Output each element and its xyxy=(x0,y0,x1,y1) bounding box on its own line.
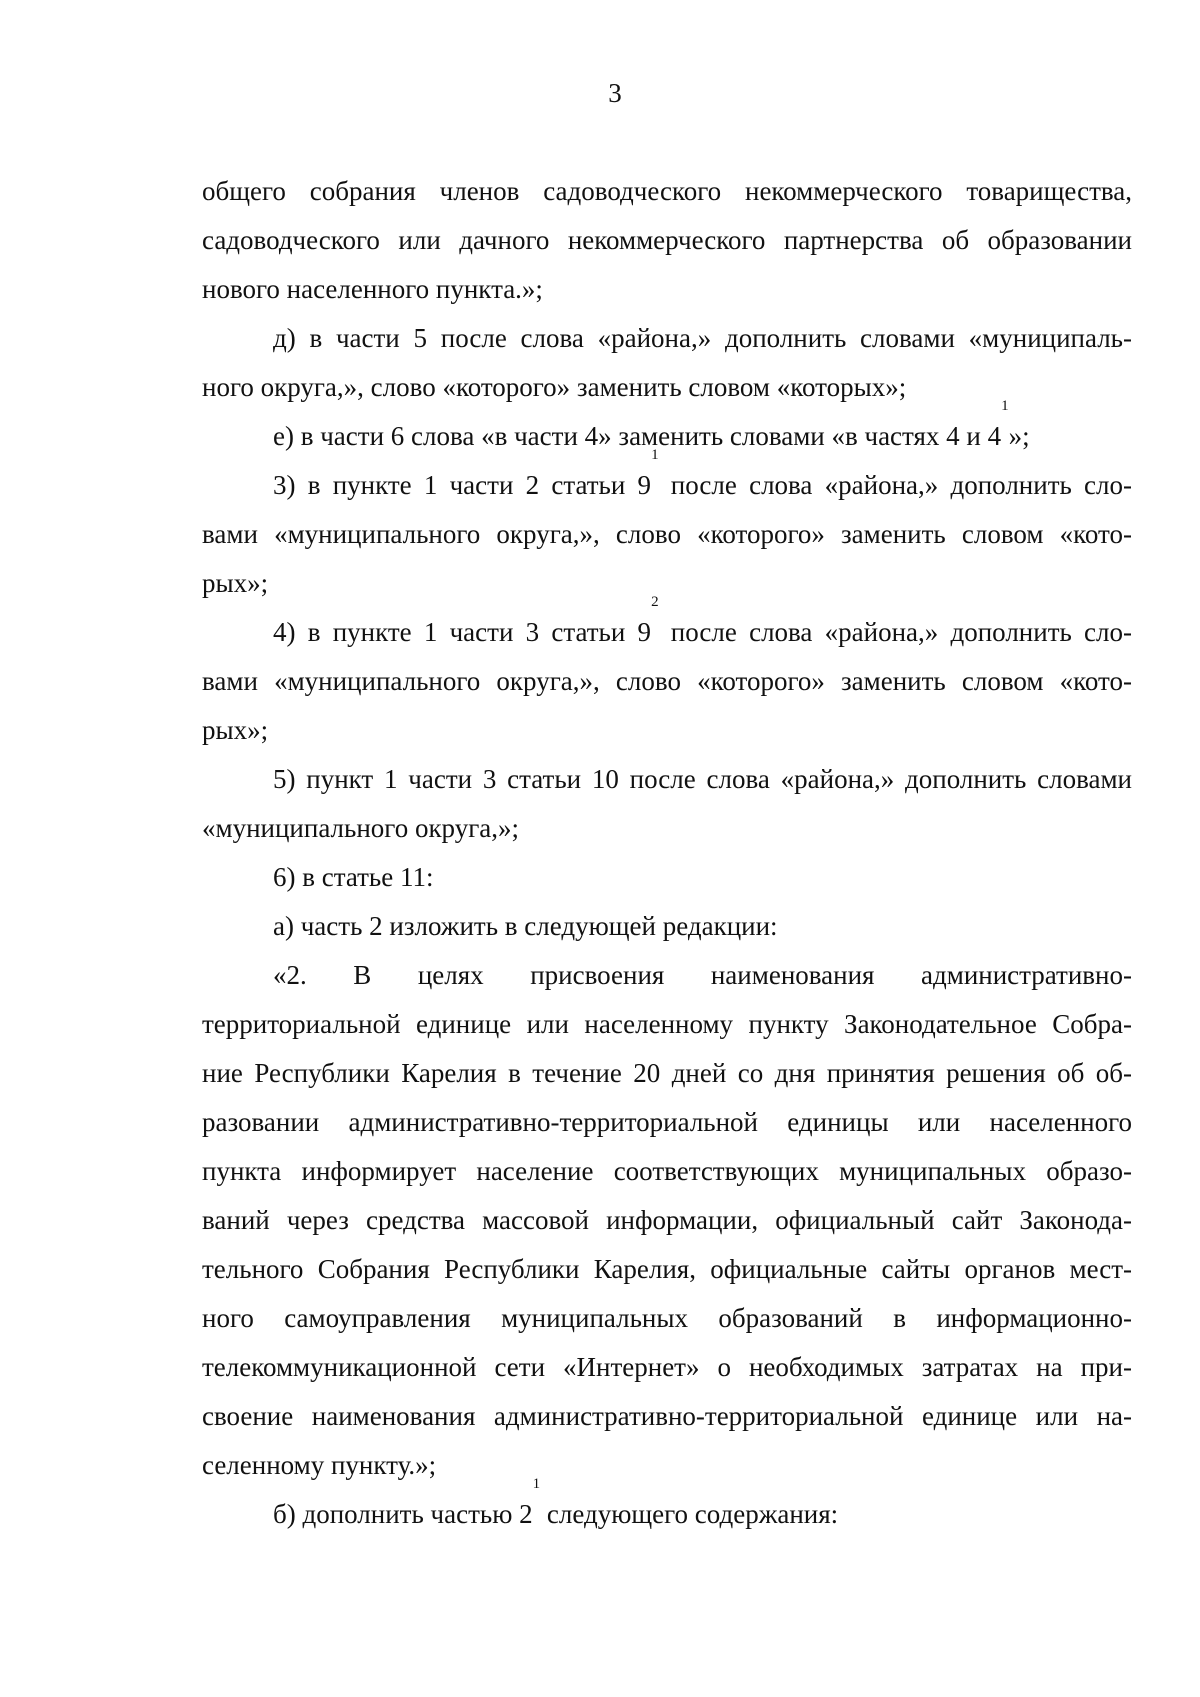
text-line: общего собрания членов садоводческого некоммерческого товарищества, xyxy=(202,176,1132,206)
text-line: тельного Собрания Республики Карелия, официальные сайты органов мест- xyxy=(202,1254,1132,1284)
text-line: ваний через средства массовой информации, официальный сайт Законода- xyxy=(202,1205,1132,1235)
text-line: территориальной единице или населенному пункту Законодательное Собра- xyxy=(202,1009,1132,1039)
text-line: рых»; xyxy=(202,715,269,745)
superscript: 1 xyxy=(651,447,659,463)
text-line: селенному пункту.»; xyxy=(202,1450,437,1480)
text-line: ного самоуправления муниципальных образований в информационно- xyxy=(202,1303,1132,1333)
text-line xyxy=(202,594,1132,657)
text-line: телекоммуникационной сети «Интернет» о необходимых затратах на при- xyxy=(202,1352,1132,1382)
text-line: 6) в статье 11: xyxy=(273,862,434,892)
text-line: д) в части 5 после слова «района,» дополнить словами «муниципаль- xyxy=(273,323,1132,353)
text-line xyxy=(202,1476,1132,1539)
text-fragment: следующего содержания: xyxy=(540,1499,839,1529)
superscript: 1 xyxy=(532,1476,541,1492)
text-line: садоводческого или дачного некоммерческого партнерства об образовании xyxy=(202,225,1132,255)
page-number: 3 xyxy=(608,78,622,108)
text-line xyxy=(202,398,1132,461)
text-line: пункта информирует население соответствующих муниципальных образо- xyxy=(202,1156,1132,1186)
text-line xyxy=(202,447,1132,510)
text-fragment: после слова «района,» дополнить сло- xyxy=(658,617,1132,647)
text-line: нового населенного пункта.»; xyxy=(202,274,543,304)
text-line: «муниципального округа,»; xyxy=(202,813,520,843)
text-fragment: 3) в пункте 1 части 2 статьи 9 xyxy=(273,470,652,500)
text-line: «2. В целях присвоения наименования административно- xyxy=(273,960,1132,990)
text-fragment: после слова «района,» дополнить сло- xyxy=(658,470,1132,500)
text-fragment: 4) в пункте 1 части 3 статьи 9 xyxy=(273,617,652,647)
text-line: ние Республики Карелия в течение 20 дней со дня принятия решения об об- xyxy=(202,1058,1132,1088)
text-line: рых»; xyxy=(202,568,269,598)
text-line: 5) пункт 1 части 3 статьи 10 после слова «района,» дополнить словами xyxy=(273,764,1132,794)
text-line: ного округа,», слово «которого» заменить словом «которых»; xyxy=(202,372,907,402)
document-body xyxy=(202,167,1132,1539)
text-fragment: б) дополнить частью 2 xyxy=(273,1499,533,1529)
text-line: вами «муниципального округа,», слово «которого» заменить словом «кото- xyxy=(202,666,1132,696)
text-line: разовании административно-территориальной единицы или населенного xyxy=(202,1107,1132,1137)
superscript: 2 xyxy=(651,594,659,610)
text-line: вами «муниципального округа,», слово «которого» заменить словом «кото- xyxy=(202,519,1132,549)
superscript: 1 xyxy=(1001,398,1009,414)
paragraph-list xyxy=(202,167,1132,1539)
text-line: а) часть 2 изложить в следующей редакции: xyxy=(273,911,778,941)
text-fragment: е) в части 6 слова «в части 4» заменить словами «в частях 4 и 4 xyxy=(273,421,1002,451)
text-line: своение наименования административно-территориальной единице или на- xyxy=(202,1401,1132,1431)
text-fragment: »; xyxy=(1008,421,1030,451)
